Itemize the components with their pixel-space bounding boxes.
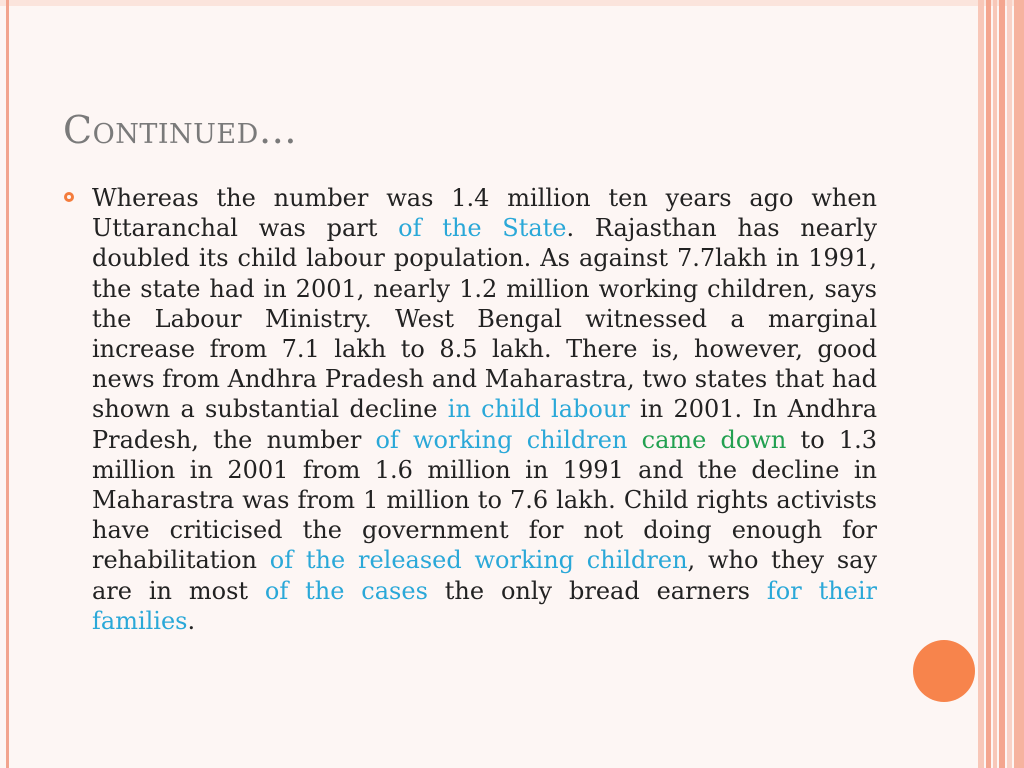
hyperlink-text[interactable]: of the State	[398, 214, 567, 243]
right-stripe	[1014, 0, 1024, 768]
text-segment: .	[187, 606, 196, 635]
frame-left-border	[6, 0, 9, 768]
hyperlink-text[interactable]: came down	[641, 425, 787, 454]
right-stripe	[978, 0, 984, 768]
right-stripe	[993, 0, 997, 768]
text-segment: . Rajasthan has nearly doubled its child labour population. As against 7.7lakh in 1991, the state had in 2001, nearly 1.2 million working children, says the Labour Ministry. West Bengal witnessed a marginal increase from 7.1 lakh to 8.5 lakh. There is, however, good news from Andhra Pradesh and Maharastra, two states that had shown a substantial decline	[92, 214, 877, 424]
hyperlink-text[interactable]: of the cases	[264, 576, 428, 605]
text-segment	[627, 426, 641, 454]
right-stripe	[986, 0, 991, 768]
decorative-circle	[913, 640, 975, 702]
hyperlink-text[interactable]: in child labour	[447, 395, 630, 424]
hyperlink-text[interactable]: of working children	[375, 425, 628, 454]
frame-top-border	[0, 0, 1024, 6]
text-segment: , who they say are in most	[92, 546, 878, 605]
slide-title: Continued…	[63, 108, 298, 152]
text-segment: in 2001. In Andhra Pradesh, the number	[92, 395, 878, 454]
hyperlink-text[interactable]: of the released working children	[269, 546, 688, 575]
text-segment: Whereas the number was 1.4 million ten years ago when Uttaranchal was part	[92, 184, 877, 243]
text-segment: the only bread earners	[427, 576, 767, 605]
hyperlink-text[interactable]: for their families	[92, 576, 878, 635]
right-stripe	[1007, 0, 1012, 768]
body-paragraph	[92, 183, 877, 636]
right-stripe	[999, 0, 1005, 768]
bullet-ring-icon	[64, 192, 74, 202]
text-segment: to 1.3 million in 2001 from 1.6 million in 1991 and the decline in Maharastra was from 1 million to 7.6 lakh. Child rights activists have criticised the government for not doing enough for rehabilitation	[92, 425, 877, 575]
